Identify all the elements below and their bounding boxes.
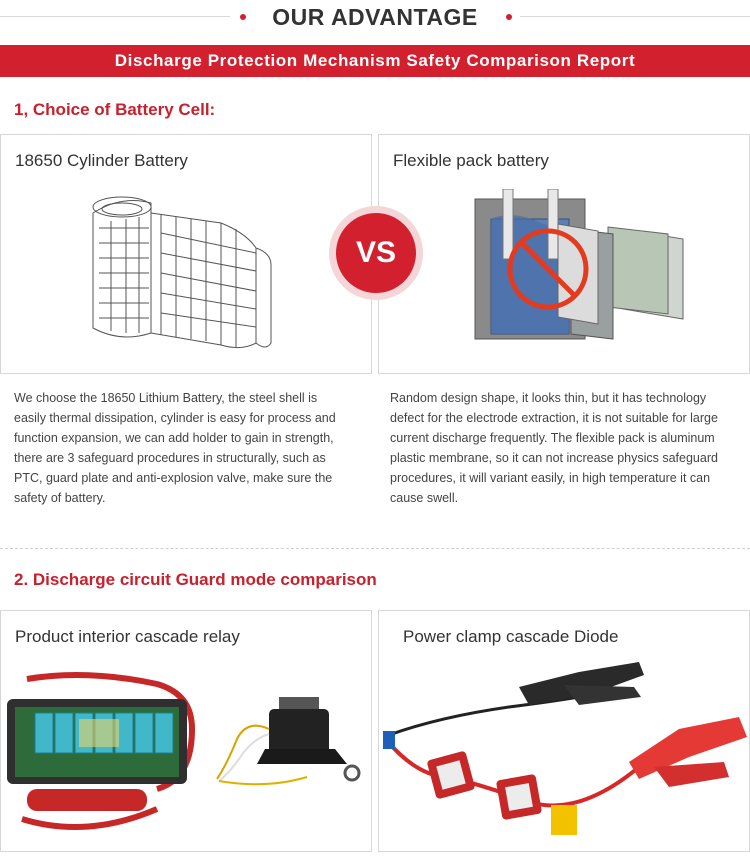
- relay-title: Product interior cascade relay: [15, 627, 240, 646]
- cylinder-battery-title: 18650 Cylinder Battery: [15, 151, 188, 170]
- header-dot-right: [506, 14, 512, 20]
- diode-clamp-image: [379, 657, 750, 847]
- page-title: OUR ADVANTAGE: [272, 4, 478, 30]
- flexible-pack-description: Random design shape, it looks thin, but it has technology defect for the electrode extraction, it is not suitable for large current discharge frequently. The flexible pack is aluminum plastic membrane, so it can not increase physics safeguard procedures, it will variant easily, in high temperature it can cause swell.: [390, 391, 718, 505]
- header-line-right: [520, 16, 750, 17]
- cylinder-battery-illustration: [81, 193, 281, 363]
- vs-label: VS: [336, 213, 416, 293]
- cylinder-battery-description: We choose the 18650 Lithium Battery, the steel shell is easily thermal dissipation, cylinder is easy for process and function expansion, we can add holder to gain in strength, there are 3 safeguard procedures in structurally, such as PTC, guard plate and anti-explosion valve, make sure the safety of battery.: [14, 391, 336, 505]
- page-header: [0, 0, 750, 36]
- flexible-pack-illustration: [473, 189, 693, 359]
- diode-title: Power clamp cascade Diode: [403, 627, 619, 646]
- section1-title: 1, Choice of Battery Cell:: [14, 100, 216, 119]
- flexible-pack-title: Flexible pack battery: [393, 151, 549, 170]
- relay-card: [0, 610, 372, 852]
- section2-title: 2. Discharge circuit Guard mode comparison: [14, 570, 377, 589]
- section-divider: [0, 548, 750, 549]
- diode-card: [378, 610, 750, 852]
- vs-badge: [329, 206, 423, 300]
- report-banner: Discharge Protection Mechanism Safety Comparison Report: [0, 45, 750, 77]
- flexible-pack-card: [378, 134, 750, 374]
- relay-product-image: [7, 669, 367, 849]
- cylinder-battery-card: [0, 134, 372, 374]
